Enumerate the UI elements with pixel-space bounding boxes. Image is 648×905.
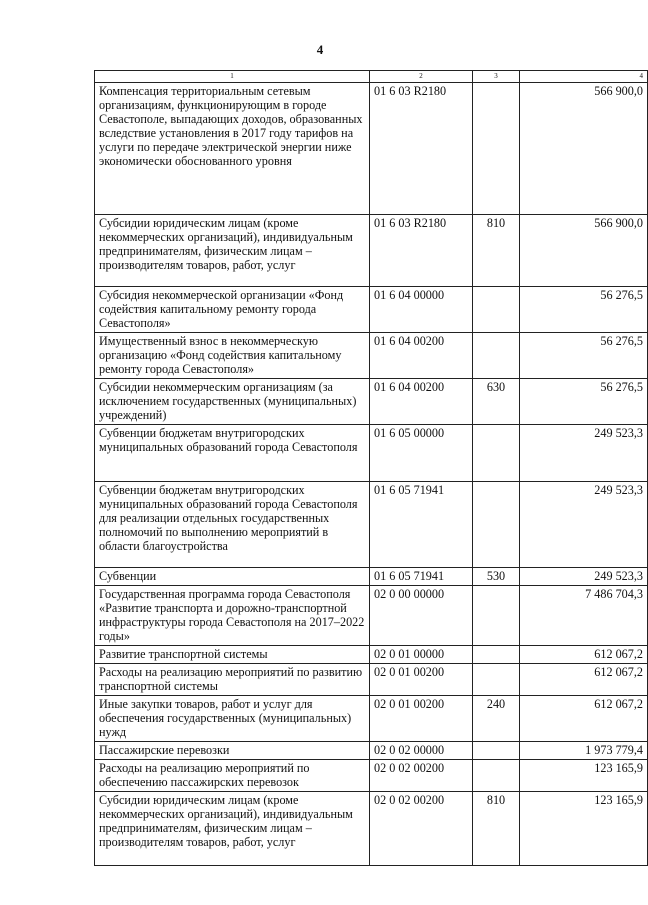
row-type xyxy=(473,742,520,760)
row-amount: 249 523,3 xyxy=(520,425,648,482)
row-amount: 123 165,9 xyxy=(520,760,648,792)
row-amount: 612 067,2 xyxy=(520,664,648,696)
row-amount: 123 165,9 xyxy=(520,792,648,866)
row-amount: 566 900,0 xyxy=(520,83,648,215)
row-type xyxy=(473,586,520,646)
row-type xyxy=(473,760,520,792)
table-row xyxy=(95,792,648,866)
row-type: 240 xyxy=(473,696,520,742)
table-row xyxy=(95,696,648,742)
row-amount: 56 276,5 xyxy=(520,379,648,425)
page-number: 4 xyxy=(316,42,324,57)
row-amount: 56 276,5 xyxy=(520,333,648,379)
row-amount: 566 900,0 xyxy=(520,215,648,287)
table-row xyxy=(95,482,648,568)
header-col-2: 2 xyxy=(370,71,473,83)
budget-table xyxy=(94,70,648,866)
row-code: 01 6 03 R2180 xyxy=(370,83,473,215)
table-row xyxy=(95,83,648,215)
row-code: 01 6 04 00200 xyxy=(370,333,473,379)
row-code: 01 6 03 R2180 xyxy=(370,215,473,287)
table-row xyxy=(95,568,648,586)
row-code: 02 0 00 00000 xyxy=(370,586,473,646)
row-name: Государственная программа города Севастополя «Развитие транспорта и дорожно-транспортной инфраструктуры города Севастополя на 2017–2022 годы» xyxy=(95,586,370,646)
table-row xyxy=(95,287,648,333)
row-code: 02 0 01 00200 xyxy=(370,696,473,742)
header-col-4: 4 xyxy=(520,71,648,83)
row-amount: 612 067,2 xyxy=(520,646,648,664)
row-type xyxy=(473,333,520,379)
row-amount: 612 067,2 xyxy=(520,696,648,742)
row-type xyxy=(473,83,520,215)
row-code: 01 6 04 00200 xyxy=(370,379,473,425)
row-code: 02 0 01 00200 xyxy=(370,664,473,696)
row-name: Субсидии юридическим лицам (кроме некоммерческих организаций), индивидуальным предпринимателям, физическим лицам – производителям товаров, работ, услуг xyxy=(95,792,370,866)
row-name: Субвенции бюджетам внутригородских муниципальных образований города Севастополя для реализации отдельных государственных полномочий по выполнению мероприятий в области благоустройства xyxy=(95,482,370,568)
row-amount: 56 276,5 xyxy=(520,287,648,333)
row-name: Субсидия некоммерческой организации «Фонд содействия капитальному ремонту города Севастополя» xyxy=(95,287,370,333)
table-row xyxy=(95,379,648,425)
row-name: Субвенции бюджетам внутригородских муниципальных образований города Севастополя xyxy=(95,425,370,482)
table-header-row xyxy=(95,71,648,83)
row-type xyxy=(473,664,520,696)
row-name: Развитие транспортной системы xyxy=(95,646,370,664)
row-code: 02 0 01 00000 xyxy=(370,646,473,664)
table-row xyxy=(95,425,648,482)
row-name: Иные закупки товаров, работ и услуг для обеспечения государственных (муниципальных) нужд xyxy=(95,696,370,742)
row-code: 02 0 02 00200 xyxy=(370,792,473,866)
table-row xyxy=(95,760,648,792)
row-type: 530 xyxy=(473,568,520,586)
row-amount: 249 523,3 xyxy=(520,482,648,568)
row-name: Пассажирские перевозки xyxy=(95,742,370,760)
row-amount: 1 973 779,4 xyxy=(520,742,648,760)
row-type xyxy=(473,287,520,333)
row-name: Субвенции xyxy=(95,568,370,586)
row-code: 01 6 04 00000 xyxy=(370,287,473,333)
row-name: Расходы на реализацию мероприятий по развитию транспортной системы xyxy=(95,664,370,696)
header-col-1: 1 xyxy=(95,71,370,83)
row-type xyxy=(473,482,520,568)
row-amount: 7 486 704,3 xyxy=(520,586,648,646)
row-code: 01 6 05 71941 xyxy=(370,482,473,568)
header-col-3: 3 xyxy=(473,71,520,83)
row-name: Компенсация территориальным сетевым организациям, функционирующим в городе Севастополе, выпадающих доходов, образованных вследствие установления в 2017 году тарифов на услуги по передаче электрической энергии ниже экономически обоснованного уровня xyxy=(95,83,370,215)
row-amount: 249 523,3 xyxy=(520,568,648,586)
row-type xyxy=(473,646,520,664)
row-code: 01 6 05 00000 xyxy=(370,425,473,482)
row-type: 810 xyxy=(473,792,520,866)
table-row xyxy=(95,742,648,760)
row-name: Имущественный взнос в некоммерческую организацию «Фонд содействия капитальному ремонту города Севастополя» xyxy=(95,333,370,379)
row-code: 01 6 05 71941 xyxy=(370,568,473,586)
row-code: 02 0 02 00200 xyxy=(370,760,473,792)
row-name: Субсидии некоммерческим организациям (за исключением государственных (муниципальных) учреждений) xyxy=(95,379,370,425)
row-name: Субсидии юридическим лицам (кроме некоммерческих организаций), индивидуальным предпринимателям, физическим лицам – производителям товаров, работ, услуг xyxy=(95,215,370,287)
table-row xyxy=(95,215,648,287)
table-row xyxy=(95,646,648,664)
row-type xyxy=(473,425,520,482)
row-type: 630 xyxy=(473,379,520,425)
table-row xyxy=(95,664,648,696)
table-row xyxy=(95,333,648,379)
row-name: Расходы на реализацию мероприятий по обеспечению пассажирских перевозок xyxy=(95,760,370,792)
row-code: 02 0 02 00000 xyxy=(370,742,473,760)
row-type: 810 xyxy=(473,215,520,287)
table-row xyxy=(95,586,648,646)
